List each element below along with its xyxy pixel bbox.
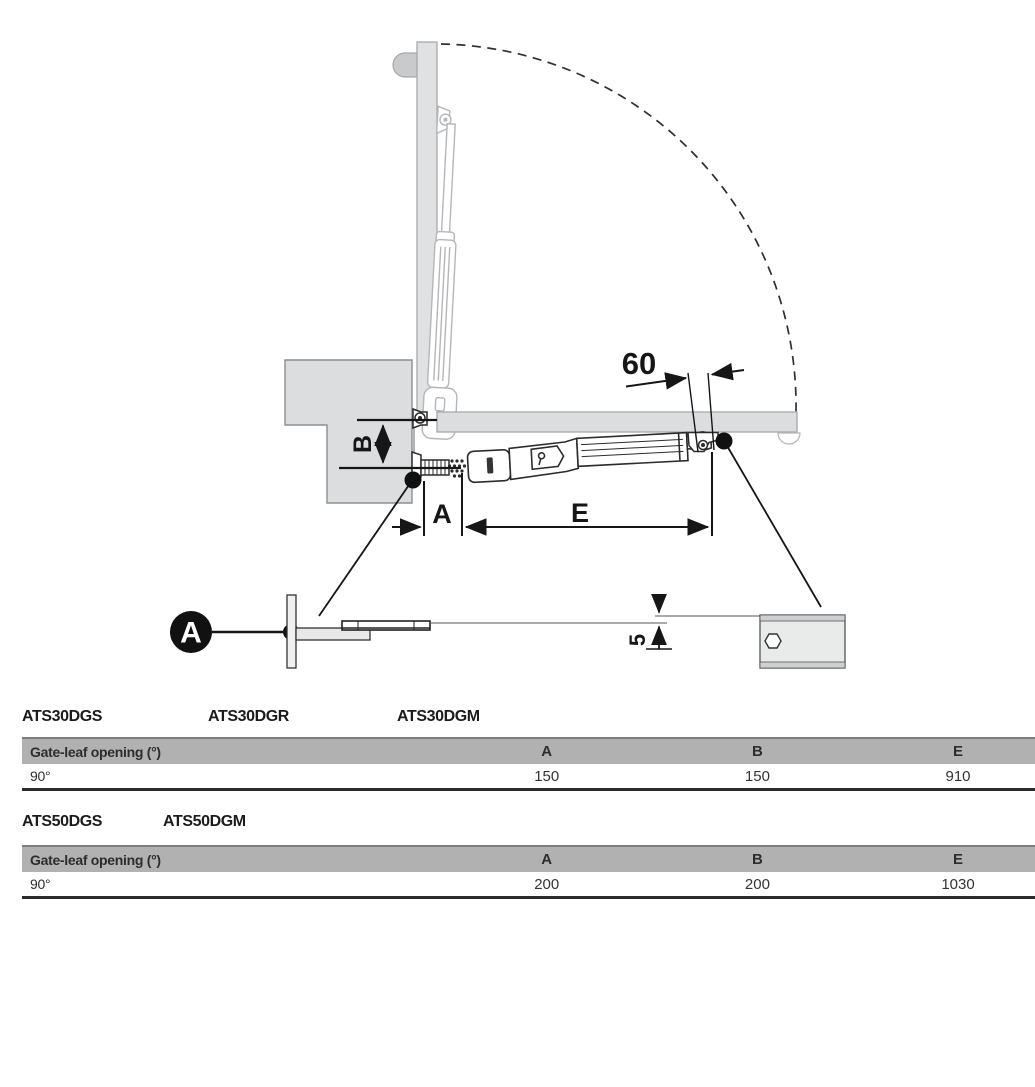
gate-end-cap-open <box>393 53 417 77</box>
col-header-e: E <box>952 743 964 760</box>
table-header-opening: Gate-leaf opening (°) <box>30 743 161 760</box>
front-fixing-point-dot <box>716 433 733 450</box>
dimension-60-label: 60 <box>621 346 657 381</box>
cell-e: 1030 <box>941 875 975 893</box>
dimension-table-ats50 <box>22 845 1035 899</box>
dimension-e-label: E <box>570 498 590 528</box>
dimension-a-label: A <box>432 499 452 529</box>
cell-b: 200 <box>744 875 770 893</box>
detail-front-bracket <box>625 595 845 668</box>
models-row-ats30 <box>0 708 1035 728</box>
cell-b: 150 <box>744 767 770 785</box>
brand-label <box>487 457 494 473</box>
model-label: ATS30DGM <box>397 708 480 725</box>
table-header-opening: Gate-leaf opening (°) <box>30 851 161 868</box>
actuator-closed-position <box>467 431 713 482</box>
detail-a-rear-plate <box>170 595 667 668</box>
col-header-a: A <box>541 743 553 760</box>
table-row <box>22 872 1035 899</box>
gate-end-cap-closed <box>778 433 800 444</box>
models-row-ats50 <box>0 813 1035 833</box>
col-header-b: B <box>752 743 763 760</box>
table-header-row <box>22 845 1035 872</box>
dimension-b-label: B <box>349 434 377 454</box>
cell-opening: 90° <box>30 876 51 892</box>
model-label: ATS30DGR <box>208 708 289 725</box>
detail-a-badge-label: A <box>180 616 202 650</box>
model-label: ATS50DGM <box>163 813 246 830</box>
dimension-5-label: 5 <box>625 633 650 647</box>
table-header-row <box>22 737 1035 764</box>
col-header-e: E <box>952 851 964 868</box>
col-header-b: B <box>752 851 763 868</box>
model-label: ATS30DGS <box>22 708 103 725</box>
cell-opening: 90° <box>30 768 51 784</box>
gate-swing-arc <box>441 44 796 412</box>
hex-bolt-icon <box>765 634 781 648</box>
model-label: ATS50DGS <box>22 813 103 830</box>
table-row <box>22 764 1035 791</box>
dimension-table-ats30 <box>22 737 1035 791</box>
manual-release-cover <box>531 446 564 470</box>
cell-a: 150 <box>534 767 560 785</box>
col-header-a: A <box>541 851 553 868</box>
cell-e: 910 <box>945 767 971 785</box>
masonry-post <box>285 360 412 503</box>
cell-a: 200 <box>534 875 560 893</box>
rear-fixing-point-dot <box>405 472 422 489</box>
